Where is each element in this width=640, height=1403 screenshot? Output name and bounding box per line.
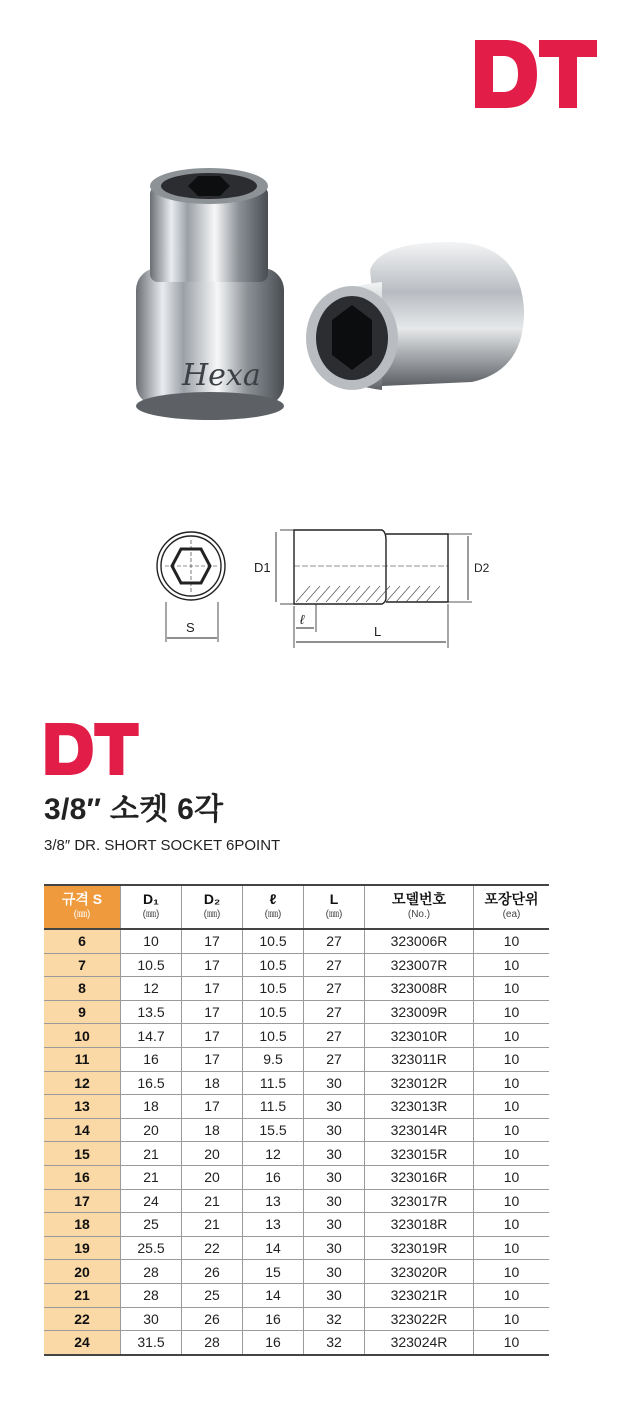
cell-l-small: 11.5 [243, 1095, 304, 1119]
cell-d2: 22 [182, 1236, 243, 1260]
table-row [44, 1236, 549, 1260]
cell-model: 323011R [365, 1047, 474, 1071]
cell-l: 30 [304, 1283, 365, 1307]
dim-label-l-small: ℓ [300, 612, 305, 627]
spec-table [44, 884, 549, 1356]
cell-d1: 21 [121, 1165, 182, 1189]
table-row [44, 953, 549, 977]
header-l-small: ℓ (㎜) [243, 885, 304, 929]
cell-l-small: 11.5 [243, 1071, 304, 1095]
cell-size: 18 [44, 1213, 121, 1237]
cell-l: 32 [304, 1331, 365, 1355]
cell-d2: 26 [182, 1307, 243, 1331]
cell-d1: 24 [121, 1189, 182, 1213]
cell-model: 323010R [365, 1024, 474, 1048]
cell-size: 11 [44, 1047, 121, 1071]
cell-size: 9 [44, 1000, 121, 1024]
cell-pack: 10 [474, 1260, 550, 1284]
cell-l: 30 [304, 1118, 365, 1142]
cell-l: 30 [304, 1095, 365, 1119]
cell-model: 323021R [365, 1283, 474, 1307]
cell-d2: 26 [182, 1260, 243, 1284]
cell-model: 323013R [365, 1095, 474, 1119]
cell-pack: 10 [474, 1213, 550, 1237]
cell-d1: 13.5 [121, 1000, 182, 1024]
cell-model: 323017R [365, 1189, 474, 1213]
cell-d2: 17 [182, 929, 243, 953]
socket-lying [306, 242, 524, 390]
cell-l-small: 10.5 [243, 929, 304, 953]
cell-size: 21 [44, 1283, 121, 1307]
cell-l: 27 [304, 1024, 365, 1048]
header-d2: D₂ (㎜) [182, 885, 243, 929]
dim-label-d2: D2 [474, 561, 490, 575]
cell-model: 323024R [365, 1331, 474, 1355]
spec-header-row [44, 885, 549, 929]
cell-d2: 17 [182, 1095, 243, 1119]
cell-l: 27 [304, 953, 365, 977]
cell-d2: 17 [182, 1000, 243, 1024]
cell-pack: 10 [474, 953, 550, 977]
cell-size: 7 [44, 953, 121, 977]
technical-drawing [150, 520, 490, 650]
cell-d1: 10 [121, 929, 182, 953]
cell-pack: 10 [474, 1071, 550, 1095]
cell-d2: 17 [182, 1047, 243, 1071]
cell-d1: 20 [121, 1118, 182, 1142]
product-subtitle: 3/8″ DR. SHORT SOCKET 6POINT [44, 837, 281, 854]
cell-l-small: 10.5 [243, 977, 304, 1001]
cell-size: 16 [44, 1165, 121, 1189]
cell-pack: 10 [474, 1165, 550, 1189]
cell-d2: 18 [182, 1071, 243, 1095]
table-row [44, 1165, 549, 1189]
table-row [44, 1260, 549, 1284]
table-row [44, 1118, 549, 1142]
cell-l: 27 [304, 929, 365, 953]
cell-l-small: 13 [243, 1213, 304, 1237]
cell-l-small: 15 [243, 1260, 304, 1284]
header-l: L (㎜) [304, 885, 365, 929]
cell-d1: 28 [121, 1260, 182, 1284]
cell-d1: 16.5 [121, 1071, 182, 1095]
table-row [44, 1142, 549, 1166]
table-row [44, 1331, 549, 1355]
socket-engraving: Hexa [182, 358, 261, 393]
cell-l: 30 [304, 1260, 365, 1284]
product-title: 3/8″ 소켓 6각 [44, 793, 224, 826]
table-row [44, 1189, 549, 1213]
cell-d1: 31.5 [121, 1331, 182, 1355]
dim-label-s: S [186, 620, 195, 635]
cell-d1: 16 [121, 1047, 182, 1071]
table-row [44, 977, 549, 1001]
cell-pack: 10 [474, 1331, 550, 1355]
cell-l: 30 [304, 1236, 365, 1260]
cell-pack: 10 [474, 1095, 550, 1119]
header-model: 모델번호 (No.) [365, 885, 474, 929]
cell-d1: 18 [121, 1095, 182, 1119]
cell-d1: 25.5 [121, 1236, 182, 1260]
cell-model: 323009R [365, 1000, 474, 1024]
cell-d1: 12 [121, 977, 182, 1001]
cell-d2: 25 [182, 1283, 243, 1307]
cell-l: 32 [304, 1307, 365, 1331]
cell-d2: 20 [182, 1165, 243, 1189]
cell-model: 323018R [365, 1213, 474, 1237]
cell-model: 323020R [365, 1260, 474, 1284]
dim-label-d1: D1 [254, 560, 271, 575]
cell-d2: 18 [182, 1118, 243, 1142]
brand-logo [44, 723, 140, 775]
cell-size: 12 [44, 1071, 121, 1095]
cell-l-small: 14 [243, 1283, 304, 1307]
cell-model: 323014R [365, 1118, 474, 1142]
cell-l-small: 15.5 [243, 1118, 304, 1142]
cell-pack: 10 [474, 1189, 550, 1213]
table-row [44, 1000, 549, 1024]
cell-l-small: 10.5 [243, 1000, 304, 1024]
product-photo [120, 160, 540, 430]
header-pack: 포장단위 (ea) [474, 885, 550, 929]
cell-pack: 10 [474, 929, 550, 953]
cell-d2: 28 [182, 1331, 243, 1355]
cell-d1: 21 [121, 1142, 182, 1166]
cell-size: 20 [44, 1260, 121, 1284]
cell-size: 13 [44, 1095, 121, 1119]
cell-model: 323012R [365, 1071, 474, 1095]
cell-size: 19 [44, 1236, 121, 1260]
cell-l-small: 9.5 [243, 1047, 304, 1071]
cell-d1: 28 [121, 1283, 182, 1307]
cell-pack: 10 [474, 1236, 550, 1260]
spec-table-body [44, 929, 549, 1355]
cell-l-small: 12 [243, 1142, 304, 1166]
cell-model: 323008R [365, 977, 474, 1001]
cell-pack: 10 [474, 977, 550, 1001]
cell-pack: 10 [474, 1307, 550, 1331]
header-size: 규격 S (㎜) [44, 885, 121, 929]
cell-pack: 10 [474, 1142, 550, 1166]
table-row [44, 1213, 549, 1237]
cell-l: 27 [304, 1000, 365, 1024]
table-row [44, 1283, 549, 1307]
cell-size: 6 [44, 929, 121, 953]
dim-label-l: L [374, 624, 382, 639]
cell-pack: 10 [474, 1283, 550, 1307]
cell-pack: 10 [474, 1024, 550, 1048]
cell-l: 30 [304, 1071, 365, 1095]
cell-size: 17 [44, 1189, 121, 1213]
cell-size: 22 [44, 1307, 121, 1331]
brand-logo-top [475, 40, 597, 108]
cell-pack: 10 [474, 1047, 550, 1071]
cell-l-small: 14 [243, 1236, 304, 1260]
cell-l-small: 10.5 [243, 1024, 304, 1048]
cell-d1: 10.5 [121, 953, 182, 977]
cell-pack: 10 [474, 1000, 550, 1024]
cell-l: 30 [304, 1165, 365, 1189]
cell-l: 30 [304, 1142, 365, 1166]
table-row [44, 1307, 549, 1331]
cell-d2: 17 [182, 1024, 243, 1048]
cell-l-small: 16 [243, 1307, 304, 1331]
cell-size: 8 [44, 977, 121, 1001]
cell-model: 323015R [365, 1142, 474, 1166]
cell-size: 14 [44, 1118, 121, 1142]
cell-l-small: 16 [243, 1331, 304, 1355]
cell-model: 323016R [365, 1165, 474, 1189]
cell-l-small: 16 [243, 1165, 304, 1189]
cell-d2: 21 [182, 1213, 243, 1237]
cell-pack: 10 [474, 1118, 550, 1142]
cell-l: 27 [304, 1047, 365, 1071]
cell-d2: 20 [182, 1142, 243, 1166]
cell-l: 30 [304, 1213, 365, 1237]
cell-l-small: 10.5 [243, 953, 304, 977]
table-row [44, 1047, 549, 1071]
cell-d2: 21 [182, 1189, 243, 1213]
cell-d2: 17 [182, 953, 243, 977]
cell-model: 323007R [365, 953, 474, 977]
table-row [44, 1071, 549, 1095]
cell-size: 24 [44, 1331, 121, 1355]
cell-l-small: 13 [243, 1189, 304, 1213]
cell-model: 323006R [365, 929, 474, 953]
cell-l: 30 [304, 1189, 365, 1213]
cell-size: 15 [44, 1142, 121, 1166]
table-row [44, 1095, 549, 1119]
cell-model: 323019R [365, 1236, 474, 1260]
cell-model: 323022R [365, 1307, 474, 1331]
header-d1: D₁ (㎜) [121, 885, 182, 929]
cell-d1: 14.7 [121, 1024, 182, 1048]
cell-d2: 17 [182, 977, 243, 1001]
cell-l: 27 [304, 977, 365, 1001]
socket-upright [136, 168, 284, 420]
table-row [44, 1024, 549, 1048]
cell-d1: 25 [121, 1213, 182, 1237]
cell-d1: 30 [121, 1307, 182, 1331]
table-row [44, 929, 549, 953]
cell-size: 10 [44, 1024, 121, 1048]
